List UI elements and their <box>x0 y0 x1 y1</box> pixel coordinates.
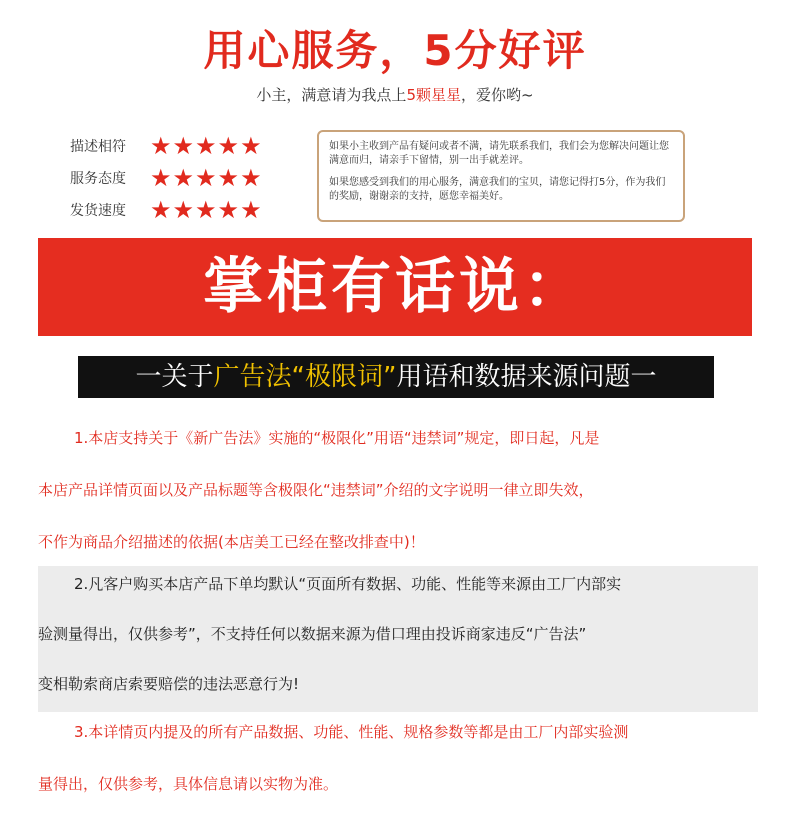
note-box <box>317 130 685 222</box>
notice-line: 3.本详情页内提及的所有产品数据、功能、性能、规格参数等都是由工厂内部实验测 <box>74 723 629 741</box>
star-rating-icon: ★★★★★ <box>150 196 263 224</box>
subtitle-highlight: 5颗星星 <box>406 86 461 104</box>
notice-section-3 <box>38 722 758 826</box>
notice-line: 2.凡客户购买本店产品下单均默认“页面所有数据、功能、性能等来源由工厂内部实 <box>74 575 622 593</box>
subtitle-pre: 小主，满意请为我点上 <box>256 86 407 104</box>
notice-line: 验测量得出，仅供参考”，不支持任何以数据来源为借口理由投诉商家违反“广告法” <box>38 625 587 643</box>
rating-row-description <box>70 130 263 162</box>
rating-label: 发货速度 <box>70 203 126 219</box>
notice-line: 量得出，仅供参考，具体信息请以实物为准。 <box>38 775 339 793</box>
notice-line: 1.本店支持关于《新广告法》实施的“极限化”用语“违禁词”规定，即日起，凡是 <box>74 429 600 447</box>
topic-bar-post: 用语和数据来源问题一 <box>396 362 657 392</box>
notice-section-2 <box>38 566 758 712</box>
star-rating-icon: ★★★★★ <box>150 164 263 192</box>
topic-bar-pre: 一关于 <box>135 362 214 392</box>
rating-row-service <box>70 162 263 194</box>
page-title: 用心服务，5分好评 <box>203 26 587 75</box>
notice-line: 变相勒索商店索要赔偿的违法恶意行为! <box>38 675 300 693</box>
rating-list <box>70 130 263 226</box>
topic-bar-highlight: 广告法“极限词” <box>213 362 397 392</box>
notice-line: 不作为商品介绍描述的依据(本店美工已经在整改排查中)！ <box>38 533 425 551</box>
rating-label: 描述相符 <box>70 139 126 155</box>
notice-line: 本店产品详情页面以及产品标题等含极限化“违禁词”介绍的文字说明一律立即失效， <box>38 481 594 499</box>
note-paragraph-2: 如果您感受到我们的用心服务，满意我们的宝贝，请您记得打5分，作为我们的奖励，谢谢亲的支持，愿您幸福美好。 <box>329 177 666 202</box>
note-paragraph-1: 如果小主收到产品有疑问或者不满，请先联系我们，我们会为您解决问题让您满意而归，请亲手下留情，别一出手就差评。 <box>329 141 669 166</box>
notice-section-1 <box>38 428 758 584</box>
rating-label: 服务态度 <box>70 171 126 187</box>
star-rating-icon: ★★★★★ <box>150 132 263 160</box>
rating-row-shipping <box>70 194 263 226</box>
subtitle-post: ，爱你哟~ <box>460 86 534 104</box>
topic-bar <box>78 356 714 398</box>
subtitle <box>0 84 790 105</box>
shopkeeper-banner: 掌柜有话说： <box>38 238 752 336</box>
